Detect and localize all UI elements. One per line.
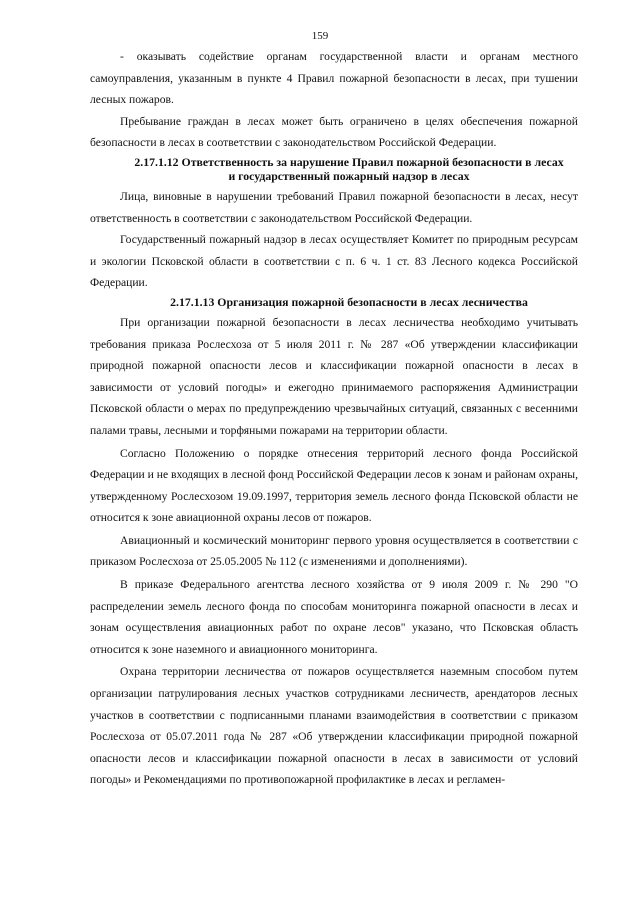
section-heading-line: 2.17.1.13 Организация пожарной безопасности в лесах лесничества: [170, 294, 528, 309]
document-body: [90, 46, 578, 791]
page-number: 159: [311, 30, 329, 42]
paragraph: При организации пожарной безопасности в лесах лесничества необходимо учитывать требования приказа Рослесхоза от 5 июля 2011 г. № 287 «Об утверждении классификации природной пожарной опасности лесов и классификации пожарной опасности в лесах в зависимости от условий погоды» и ежегодно принимаемого распоряжения Администрации Псковской области о мерах по предупреждению чрезвычайных ситуаций, связанных с весенними палами травы, лесными и торфяными пожарами на территории области.: [90, 315, 578, 437]
section-heading-line: 2.17.1.12 Ответственность за нарушение Правил пожарной безопасности в лесах: [134, 154, 564, 169]
section-heading-line: и государственный пожарный надзор в лесах: [228, 168, 470, 183]
paragraph: - оказывать содействие органам государственной власти и органам местного самоуправления, указанным в пункте 4 Правил пожарной безопасности в лесах, при тушении лесных пожаров.: [90, 50, 578, 107]
paragraph: Согласно Положению о порядке отнесения территорий лесного фонда Российской Федерации и не входящих в лесной фонд Российской Федерации лесов к зонам и районам охраны, утвержденному Рослесхозом 19.09.1997, территория земель лесного фонда Псковской области не относится к зоне авиационной охраны лесов от пожаров.: [90, 446, 578, 525]
paragraph: Государственный пожарный надзор в лесах осуществляет Комитет по природным ресурсам и экологии Псковской области в соответствии с п. 6 ч. 1 ст. 83 Лесного кодекса Российской Федерации.: [90, 233, 578, 290]
paragraph: В приказе Федерального агентства лесного хозяйства от 9 июля 2009 г. № 290 "О распределении земель лесного фонда по способам мониторинга пожарной опасности в лесах и зонам осуществления авиационных работ по охране лесов" указано, что Псковская область относится к зоне наземного и авиационного мониторинга.: [90, 578, 578, 656]
paragraph: Пребывание граждан в лесах может быть ограничено в целях обеспечения пожарной безопасности в лесах в соответствии с законодательством Российской Федерации.: [90, 114, 578, 150]
paragraph: Лица, виновные в нарушении требований Правил пожарной безопасности в лесах, несут ответственность в соответствии с законодательством Российской Федерации.: [90, 189, 578, 225]
section-heading: [90, 294, 578, 312]
paragraph: Охрана территории лесничества от пожаров осуществляется наземным способом путем организации патрулирования лесных участков сотрудниками лесничеств, арендаторов лесных участков в соответствии с подписанными планами взаимодействия в соответствии с приказом Рослесхоза от 05.07.2011 года № 287 «Об утверждении классификации природной пожарной опасности лесов и классификации пожарной опасности в лесах в зависимости от условий погоды» и Рекомендациями по противопожарной профилактике в лесах и регламен-: [90, 665, 578, 787]
paragraph: Авиационный и космический мониторинг первого уровня осуществляется в соответствии с приказом Рослесхоза от 25.05.2005 № 112 (с изменениями и дополнениями).: [90, 533, 578, 569]
section-heading: [90, 154, 578, 186]
